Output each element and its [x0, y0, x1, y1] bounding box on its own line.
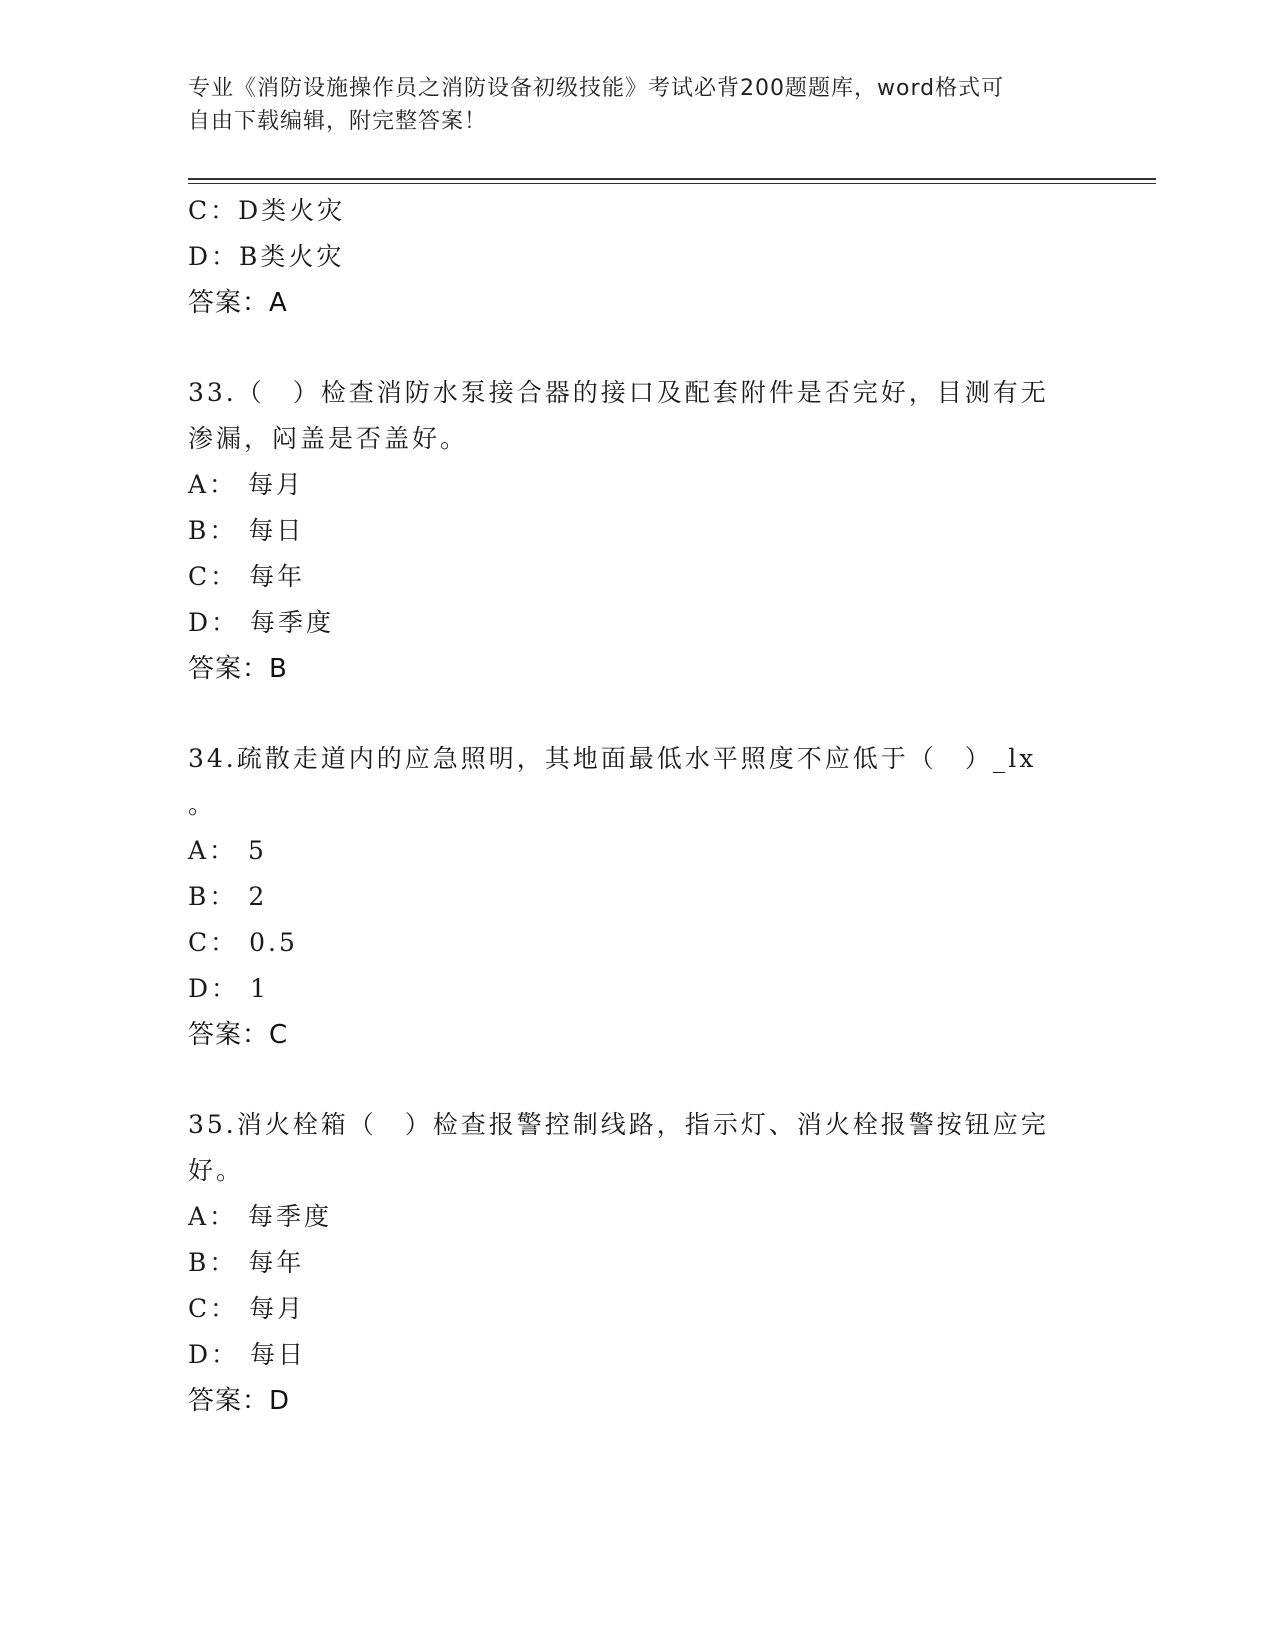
document-header	[188, 72, 1068, 138]
option-b: B： 2	[188, 882, 268, 911]
question-32-tail	[188, 188, 1088, 326]
question-stem	[188, 370, 1088, 462]
header-divider-thick	[188, 178, 1156, 180]
option-d: D： 1	[188, 974, 269, 1003]
header-title-line-2: 自由下载编辑，附完整答案！	[188, 109, 488, 134]
question-stem-line-1: 34.疏散走道内的应急照明，其地面最低水平照度不应低于（ ）_lx	[188, 744, 1037, 773]
header-title-line-1: 专业《消防设施操作员之消防设备初级技能》考试必背200题题库，word格式可	[188, 76, 1005, 101]
question-33	[188, 370, 1088, 692]
question-stem-line-1: 35.消火栓箱（ ）检查报警控制线路，指示灯、消火栓报警按钮应完	[188, 1110, 1049, 1139]
question-35	[188, 1102, 1088, 1424]
question-stem-line-2: 好。	[188, 1156, 245, 1185]
option-a: A： 每季度	[188, 1202, 333, 1231]
answer-line: 答案：B	[188, 654, 288, 684]
option-c: C： 0.5	[188, 928, 298, 957]
option-a: A： 每月	[188, 470, 305, 499]
option-b: B： 每日	[188, 516, 305, 545]
option-d: D： 每日	[188, 1340, 307, 1369]
option-d: D： 每季度	[188, 608, 335, 637]
option-c: C：D类火灾	[188, 196, 346, 225]
header-divider-thin	[188, 183, 1156, 184]
question-34	[188, 736, 1088, 1058]
option-b: B： 每年	[188, 1248, 305, 1277]
question-stem	[188, 1102, 1088, 1194]
answer-line: 答案：A	[188, 288, 288, 318]
question-stem-line-2: 渗漏，闷盖是否盖好。	[188, 424, 469, 453]
question-list	[188, 188, 1088, 1424]
option-c: C： 每年	[188, 562, 306, 591]
question-stem-line-2: 。	[188, 790, 217, 819]
option-c: C： 每月	[188, 1294, 306, 1323]
option-d: D：B类火灾	[188, 242, 345, 271]
answer-line: 答案：C	[188, 1020, 289, 1050]
answer-line: 答案：D	[188, 1386, 291, 1416]
question-stem-line-1: 33.（ ）检查消防水泵接合器的接口及配套附件是否完好，目测有无	[188, 378, 1049, 407]
option-a: A： 5	[188, 836, 267, 865]
question-stem	[188, 736, 1088, 828]
